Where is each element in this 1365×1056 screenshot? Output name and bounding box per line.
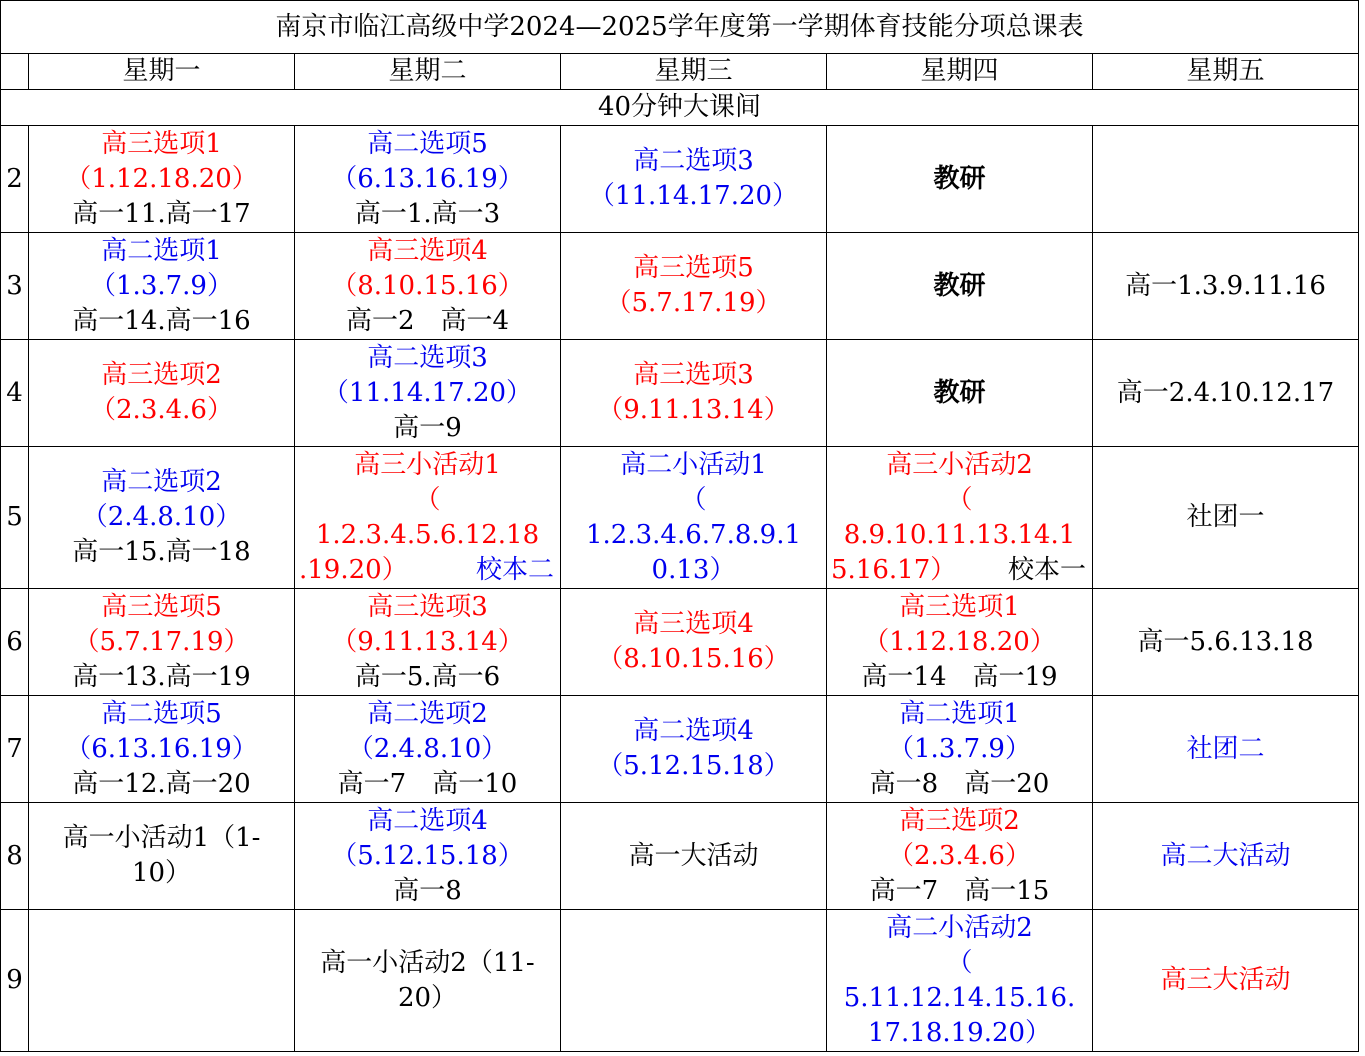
schedule-cell: [827, 696, 1093, 803]
schedule-cell: [295, 589, 561, 696]
schedule-cell: [1093, 696, 1359, 803]
schedule-cell: [295, 803, 561, 910]
cell-line: （2.3.4.6）: [888, 840, 1031, 871]
cell-line: 高二选项3: [633, 146, 754, 176]
cell-line: 高二选项3: [367, 342, 488, 373]
schedule-cell: [29, 126, 295, 233]
cell-line: 高一11.高一17: [72, 198, 251, 229]
schedule-cell: [29, 910, 295, 1052]
schedule-cell: [1093, 910, 1359, 1052]
cell-line: （: [946, 484, 973, 515]
weekday-header-fri: 星期五: [1093, 54, 1359, 90]
cell-line: 高二选项5: [101, 698, 222, 729]
schedule-cell: [1093, 447, 1359, 589]
cell-line: 高三选项5: [633, 253, 754, 283]
cell-line: 高三选项1: [899, 591, 1020, 622]
schedule-cell: [561, 589, 827, 696]
period-number: 2: [1, 126, 29, 233]
cell-line: （5.7.17.19）: [73, 626, 250, 657]
cell-line: 8.9.10.11.13.14.1: [843, 519, 1076, 550]
cell-line: 高一9: [393, 412, 462, 443]
cell-line: （2.4.8.10）: [347, 733, 508, 764]
title-row: [1, 1, 1359, 54]
schedule-cell: [1093, 589, 1359, 696]
schedule-cell: [295, 126, 561, 233]
cell-line: （5.12.15.18）: [331, 840, 524, 871]
cell-line: 高二大活动: [1160, 840, 1291, 871]
schedule-cell: [561, 126, 827, 233]
schedule-cell: [29, 447, 295, 589]
cell-line: 高二选项2: [101, 467, 222, 497]
period-number: 9: [1, 910, 29, 1052]
period-row: [1, 910, 1359, 1052]
school-course-tag: 校本一: [1007, 554, 1086, 585]
cell-line: 社团二: [1186, 733, 1265, 764]
cell-line: 高二选项1: [899, 698, 1020, 729]
school-course-tag: 校本二: [475, 554, 554, 585]
cell-tail-line: [295, 553, 560, 588]
schedule-cell: [561, 233, 827, 340]
cell-line: （1.12.18.20）: [65, 163, 258, 194]
schedule-cell: [561, 696, 827, 803]
schedule-cell: [29, 803, 295, 910]
cell-line: 高三选项2: [899, 805, 1020, 836]
cell-line: 17.18.19.20）: [867, 1017, 1052, 1048]
cell-line: 高三选项2: [101, 360, 222, 390]
cell-line: 高一13.高一19: [72, 661, 251, 692]
cell-line: 高一小活动1（1-: [62, 823, 261, 853]
cell-line: 高一5.高一6: [354, 661, 501, 692]
schedule-cell: [295, 910, 561, 1052]
schedule-cell: [29, 340, 295, 447]
cell-line: 教研: [933, 163, 986, 194]
cell-line: 高一14 高一19: [861, 661, 1058, 692]
weekday-header-wed: 星期三: [561, 54, 827, 90]
period-row: [1, 340, 1359, 447]
cell-line: （9.11.13.14）: [597, 395, 790, 425]
schedule-cell: [29, 233, 295, 340]
cell-line: 社团一: [1186, 502, 1265, 532]
period-number: 4: [1, 340, 29, 447]
schedule-cell: [561, 447, 827, 589]
cell-line: （8.10.15.16）: [597, 644, 790, 674]
schedule-cell: [561, 910, 827, 1052]
cell-line: 教研: [933, 377, 986, 408]
cell-line: 教研: [933, 270, 986, 301]
schedule-cell: [295, 696, 561, 803]
schedule-cell: [29, 696, 295, 803]
schedule-cell: [827, 910, 1093, 1052]
break-label: 40分钟大课间: [1, 90, 1359, 126]
cell-line: （: [680, 484, 707, 515]
weekday-header-thu: 星期四: [827, 54, 1093, 90]
schedule-cell: [827, 233, 1093, 340]
period-row: [1, 126, 1359, 233]
cell-line: 高三小活动2: [886, 449, 1033, 480]
cell-line: （6.13.16.19）: [331, 163, 524, 194]
cell-line: （2.3.4.6）: [90, 395, 233, 425]
period-row: [1, 803, 1359, 910]
cell-line: （11.14.17.20）: [588, 181, 799, 211]
corner-cell: [1, 54, 29, 90]
cell-line: 0.13）: [651, 554, 736, 585]
cell-line: （1.3.7.9）: [888, 733, 1031, 764]
schedule-cell: [29, 589, 295, 696]
cell-line: 高一15.高一18: [72, 537, 251, 567]
schedule-cell: [1093, 803, 1359, 910]
schedule-cell: [295, 340, 561, 447]
schedule-cell: [1093, 233, 1359, 340]
cell-line: 高一1.3.9.11.16: [1125, 270, 1326, 301]
period-row: [1, 447, 1359, 589]
schedule-cell: [827, 340, 1093, 447]
cell-line: （1.12.18.20）: [863, 626, 1056, 657]
cell-line: 高一7 高一15: [869, 875, 1050, 906]
cell-line: 高二选项4: [367, 805, 488, 836]
break-row: [1, 90, 1359, 126]
cell-line: （9.11.13.14）: [331, 626, 524, 657]
schedule-cell: [561, 340, 827, 447]
schedule-body: [1, 1, 1359, 1052]
schedule-cell: [295, 447, 561, 589]
period-number: 5: [1, 447, 29, 589]
cell-line: 高一12.高一20: [72, 768, 251, 799]
cell-line: 高一8 高一20: [869, 768, 1050, 799]
cell-line: 10）: [131, 858, 192, 888]
cell-line: 高三选项1: [101, 128, 222, 159]
cell-line: （5.12.15.18）: [597, 751, 790, 781]
cell-line: 20）: [397, 982, 458, 1013]
cell-line: 高一2.4.10.12.17: [1116, 377, 1335, 408]
period-number: 7: [1, 696, 29, 803]
period-number: 6: [1, 589, 29, 696]
period-number: 8: [1, 803, 29, 910]
cell-line: （: [946, 947, 973, 978]
cell-line: 高三大活动: [1160, 965, 1291, 995]
schedule-cell: [295, 233, 561, 340]
cell-line: 高一5.6.13.18: [1137, 626, 1314, 657]
cell-line: （5.7.17.19）: [605, 288, 782, 318]
period-number: 3: [1, 233, 29, 340]
cell-line: （2.4.8.10）: [81, 502, 242, 532]
cell-line: 高一大活动: [628, 840, 759, 871]
schedule-cell: [827, 126, 1093, 233]
schedule-cell: [1093, 340, 1359, 447]
schedule-cell: [561, 803, 827, 910]
cell-tail-text: 5.16.17）: [831, 554, 957, 585]
cell-line: 1.2.3.4.6.7.8.9.1: [586, 519, 801, 550]
cell-line: 高三选项5: [101, 591, 222, 622]
cell-line: 高三选项3: [367, 591, 488, 622]
weekday-header-row: [1, 54, 1359, 90]
cell-line: 高三选项4: [633, 609, 754, 639]
weekday-header-tue: 星期二: [295, 54, 561, 90]
schedule-cell: [1093, 126, 1359, 233]
cell-line: 高三选项3: [633, 360, 754, 390]
cell-line: （1.3.7.9）: [90, 270, 233, 301]
cell-line: （: [414, 484, 441, 515]
cell-line: 高一2 高一4: [345, 305, 510, 336]
cell-line: 高二小活动1: [620, 449, 767, 480]
cell-line: （8.10.15.16）: [331, 270, 524, 301]
page-title: 南京市临江高级中学2024—2025学年度第一学期体育技能分项总课表: [1, 1, 1359, 54]
cell-line: 高二选项4: [633, 716, 754, 746]
cell-line: （11.14.17.20）: [322, 377, 533, 408]
cell-tail-line: [827, 553, 1092, 588]
cell-line: 高一14.高一16: [72, 305, 251, 336]
cell-line: 5.11.12.14.15.16.: [843, 982, 1076, 1013]
cell-line: 高三小活动1: [354, 449, 501, 480]
cell-line: 1.2.3.4.5.6.12.18: [315, 519, 540, 550]
period-row: [1, 589, 1359, 696]
weekday-header-mon: 星期一: [29, 54, 295, 90]
cell-tail-text: .19.20）: [299, 554, 408, 585]
cell-line: 高二选项1: [101, 235, 222, 266]
period-row: [1, 233, 1359, 340]
schedule-cell: [827, 803, 1093, 910]
cell-line: 高二小活动2: [886, 912, 1033, 943]
cell-line: 高二选项5: [367, 128, 488, 159]
cell-line: 高二选项2: [367, 698, 488, 729]
cell-line: 高一小活动2（11-: [320, 947, 535, 978]
cell-line: 高一8: [393, 875, 462, 906]
cell-line: 高三选项4: [367, 235, 488, 266]
cell-line: 高一1.高一3: [354, 198, 501, 229]
schedule-cell: [827, 447, 1093, 589]
schedule-cell: [827, 589, 1093, 696]
cell-line: 高一7 高一10: [337, 768, 518, 799]
cell-line: （6.13.16.19）: [65, 733, 258, 764]
period-row: [1, 696, 1359, 803]
